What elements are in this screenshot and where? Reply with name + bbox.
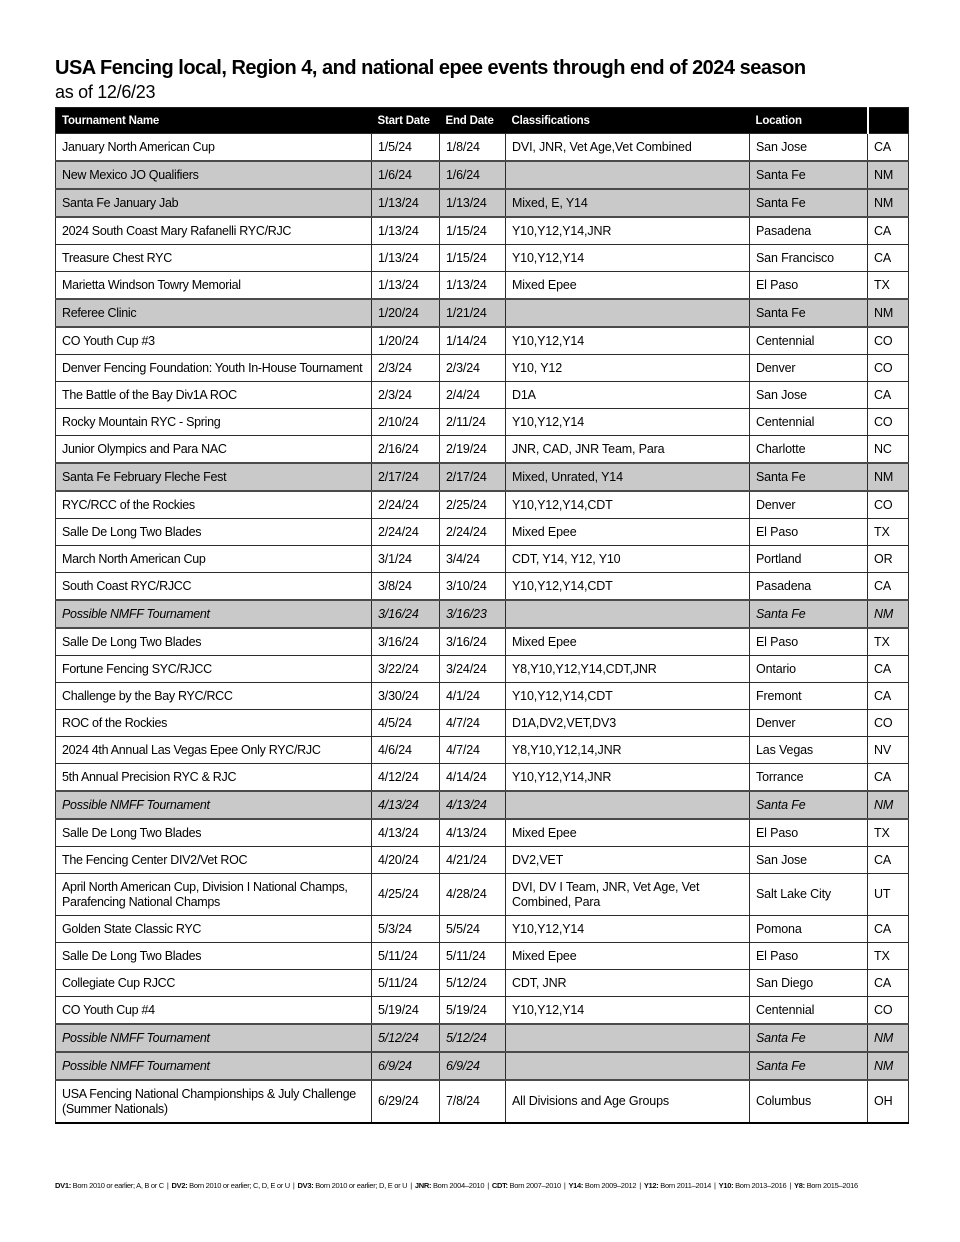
legend-separator: | [563,1181,566,1190]
legend-separator: | [714,1181,716,1190]
end-date-cell: 4/21/24 [440,847,506,874]
table-row [56,463,909,491]
tournament-name-cell: RYC/RCC of the Rockies [56,491,372,519]
tournament-name-cell: Salle De Long Two Blades [56,519,372,546]
tournament-name-cell: January North American Cup [56,134,372,162]
legend-term: Y14: [568,1181,585,1190]
start-date-cell: 1/5/24 [372,134,440,162]
end-date-cell: 4/7/24 [440,737,506,764]
location-cell: Salt Lake City [750,874,868,916]
table-row [56,764,909,792]
tournament-name-cell: Marietta Windson Towry Memorial [56,272,372,300]
start-date-cell: 1/20/24 [372,299,440,327]
classifications-cell [506,1024,750,1052]
tournament-name-cell: Salle De Long Two Blades [56,628,372,656]
state-cell: CA [868,573,909,601]
start-date-cell: 4/20/24 [372,847,440,874]
state-cell: CA [868,847,909,874]
table-row [56,355,909,382]
end-date-cell: 3/24/24 [440,656,506,683]
legend-separator: | [410,1181,412,1190]
legend-definition: Born 2007–2010 [509,1181,561,1190]
location-cell: Denver [750,710,868,737]
tournament-name-cell: Challenge by the Bay RYC/RCC [56,683,372,710]
location-cell: Charlotte [750,436,868,464]
legend-term: DV1: [55,1181,73,1190]
table-row [56,997,909,1025]
start-date-cell: 3/16/24 [372,628,440,656]
location-cell: San Diego [750,970,868,997]
classifications-cell: DVI, DV I Team, JNR, Vet Age, Vet Combined, Para [506,874,750,916]
state-cell: TX [868,628,909,656]
end-date-cell: 4/28/24 [440,874,506,916]
classifications-cell: Mixed Epee [506,628,750,656]
classifications-cell: JNR, CAD, JNR Team, Para [506,436,750,464]
tournament-name-cell: Collegiate Cup RJCC [56,970,372,997]
table-row [56,272,909,300]
start-date-cell: 3/16/24 [372,600,440,628]
start-date-cell: 4/12/24 [372,764,440,792]
tournament-name-cell: ROC of the Rockies [56,710,372,737]
classifications-cell: Y10,Y12,Y14 [506,997,750,1025]
start-date-cell: 6/9/24 [372,1052,440,1080]
end-date-cell: 2/11/24 [440,409,506,436]
tournament-name-cell: April North American Cup, Division I National Champs, Parafencing National Champs [56,874,372,916]
start-date-cell: 1/20/24 [372,327,440,355]
end-date-cell: 6/9/24 [440,1052,506,1080]
column-header-location: Location [750,108,868,134]
column-header-state [868,108,909,134]
state-cell: UT [868,874,909,916]
table-row [56,299,909,327]
tournament-name-cell: Fortune Fencing SYC/RJCC [56,656,372,683]
classifications-cell: Mixed Epee [506,272,750,300]
end-date-cell: 4/7/24 [440,710,506,737]
column-header-tournament-name: Tournament Name [56,108,372,134]
state-cell: NM [868,463,909,491]
state-cell: CA [868,382,909,409]
state-cell: CO [868,997,909,1025]
state-cell: CA [868,245,909,272]
page-subtitle: as of 12/6/23 [55,82,156,102]
start-date-cell: 1/13/24 [372,189,440,217]
legend-term: Y8: [794,1181,807,1190]
table-row [56,737,909,764]
classifications-cell: D1A,DV2,VET,DV3 [506,710,750,737]
end-date-cell: 2/19/24 [440,436,506,464]
table-row [56,382,909,409]
legend-separator: | [166,1181,169,1190]
end-date-cell: 5/12/24 [440,970,506,997]
table-row [56,546,909,573]
location-cell: San Jose [750,847,868,874]
state-cell: TX [868,943,909,970]
start-date-cell: 4/5/24 [372,710,440,737]
classifications-cell: Y8,Y10,Y12,Y14,CDT,JNR [506,656,750,683]
tournament-name-cell: Possible NMFF Tournament [56,791,372,819]
end-date-cell: 3/16/24 [440,628,506,656]
end-date-cell: 5/5/24 [440,916,506,943]
tournament-name-cell: Golden State Classic RYC [56,916,372,943]
end-date-cell: 1/6/24 [440,161,506,189]
legend-separator: | [789,1181,792,1190]
classifications-cell: CDT, Y14, Y12, Y10 [506,546,750,573]
end-date-cell: 3/16/23 [440,600,506,628]
start-date-cell: 3/22/24 [372,656,440,683]
location-cell: San Jose [750,134,868,162]
table-row [56,819,909,847]
start-date-cell: 4/13/24 [372,791,440,819]
location-cell: Santa Fe [750,1052,868,1080]
start-date-cell: 2/24/24 [372,491,440,519]
end-date-cell: 3/4/24 [440,546,506,573]
tournament-name-cell: Junior Olympics and Para NAC [56,436,372,464]
table-row [56,600,909,628]
start-date-cell: 4/6/24 [372,737,440,764]
state-cell: CO [868,710,909,737]
location-cell: San Francisco [750,245,868,272]
page-title: USA Fencing local, Region 4, and national epee events through end of 2024 season [55,57,806,79]
start-date-cell: 4/25/24 [372,874,440,916]
location-cell: Santa Fe [750,161,868,189]
state-cell: NM [868,600,909,628]
end-date-cell: 5/19/24 [440,997,506,1025]
start-date-cell: 1/13/24 [372,272,440,300]
state-cell: CO [868,327,909,355]
state-cell: CA [868,970,909,997]
tournament-name-cell: CO Youth Cup #3 [56,327,372,355]
classifications-cell: Mixed, Unrated, Y14 [506,463,750,491]
start-date-cell: 5/19/24 [372,997,440,1025]
tournament-name-cell: South Coast RYC/RJCC [56,573,372,601]
legend-definition: Born 2015–2016 [806,1181,858,1190]
table-row [56,573,909,601]
tournament-name-cell: Treasure Chest RYC [56,245,372,272]
start-date-cell: 5/12/24 [372,1024,440,1052]
legend [55,1181,908,1190]
table-row [56,628,909,656]
end-date-cell: 1/8/24 [440,134,506,162]
tournament-name-cell: March North American Cup [56,546,372,573]
location-cell: Pasadena [750,573,868,601]
events-table [55,107,909,1124]
state-cell: TX [868,819,909,847]
classifications-cell: Y10,Y12,Y14 [506,409,750,436]
start-date-cell: 2/3/24 [372,355,440,382]
location-cell: Santa Fe [750,189,868,217]
end-date-cell: 2/24/24 [440,519,506,546]
legend-term: CDT: [491,1181,510,1190]
tournament-name-cell: Possible NMFF Tournament [56,1024,372,1052]
end-date-cell: 1/13/24 [440,272,506,300]
table-row [56,161,909,189]
table-row [56,943,909,970]
legend-definition: Born 2013–2016 [735,1181,787,1190]
legend-definition: Born 2011–2014 [660,1181,712,1190]
legend-term: DV2: [171,1181,190,1190]
location-cell: Denver [750,491,868,519]
classifications-cell: Mixed Epee [506,943,750,970]
end-date-cell: 4/13/24 [440,819,506,847]
table-row [56,409,909,436]
tournament-name-cell: Rocky Mountain RYC - Spring [56,409,372,436]
end-date-cell: 5/12/24 [440,1024,506,1052]
classifications-cell: Y10,Y12,Y14,JNR [506,764,750,792]
start-date-cell: 1/13/24 [372,217,440,245]
tournament-name-cell: The Fencing Center DIV2/Vet ROC [56,847,372,874]
end-date-cell: 2/4/24 [440,382,506,409]
classifications-cell: DV2,VET [506,847,750,874]
state-cell: OR [868,546,909,573]
classifications-cell [506,791,750,819]
state-cell: CA [868,683,909,710]
tournament-name-cell: New Mexico JO Qualifiers [56,161,372,189]
classifications-cell: Y8,Y10,Y12,14,JNR [506,737,750,764]
column-header-start-date: Start Date [372,108,440,134]
tournament-name-cell: Referee Clinic [56,299,372,327]
state-cell: NM [868,791,909,819]
start-date-cell: 2/16/24 [372,436,440,464]
start-date-cell: 2/3/24 [372,382,440,409]
classifications-cell: Y10,Y12,Y14 [506,916,750,943]
end-date-cell: 2/25/24 [440,491,506,519]
legend-separator: | [292,1181,295,1190]
classifications-cell: DVI, JNR, Vet Age,Vet Combined [506,134,750,162]
table-body [56,134,909,1124]
table-header-row [56,108,909,134]
location-cell: Pasadena [750,217,868,245]
state-cell: NM [868,1052,909,1080]
state-cell: OH [868,1080,909,1123]
location-cell: Pomona [750,916,868,943]
end-date-cell: 1/21/24 [440,299,506,327]
classifications-cell: Mixed Epee [506,819,750,847]
state-cell: NM [868,299,909,327]
start-date-cell: 3/8/24 [372,573,440,601]
column-header-end-date: End Date [440,108,506,134]
table-row [56,217,909,245]
location-cell: Santa Fe [750,1024,868,1052]
start-date-cell: 1/6/24 [372,161,440,189]
state-cell: NC [868,436,909,464]
end-date-cell: 7/8/24 [440,1080,506,1123]
classifications-cell: Y10, Y12 [506,355,750,382]
location-cell: Fremont [750,683,868,710]
classifications-cell: Y10,Y12,Y14 [506,245,750,272]
state-cell: CA [868,656,909,683]
table-row [56,847,909,874]
location-cell: El Paso [750,272,868,300]
location-cell: Las Vegas [750,737,868,764]
end-date-cell: 1/14/24 [440,327,506,355]
table-row [56,710,909,737]
table-row [56,683,909,710]
state-cell: CA [868,764,909,792]
classifications-cell [506,299,750,327]
table-row [56,791,909,819]
tournament-name-cell: 2024 4th Annual Las Vegas Epee Only RYC/RJC [56,737,372,764]
location-cell: El Paso [750,943,868,970]
state-cell: NV [868,737,909,764]
tournament-name-cell: USA Fencing National Championships & July Challenge (Summer Nationals) [56,1080,372,1123]
classifications-cell [506,600,750,628]
location-cell: Ontario [750,656,868,683]
classifications-cell: Y10,Y12,Y14,CDT [506,573,750,601]
classifications-cell: Y10,Y12,Y14,JNR [506,217,750,245]
end-date-cell: 2/17/24 [440,463,506,491]
state-cell: TX [868,519,909,546]
location-cell: Santa Fe [750,299,868,327]
table-row [56,1052,909,1080]
location-cell: Santa Fe [750,600,868,628]
table-row [56,519,909,546]
start-date-cell: 3/30/24 [372,683,440,710]
table-row [56,970,909,997]
end-date-cell: 4/14/24 [440,764,506,792]
state-cell: CA [868,916,909,943]
tournament-name-cell: Salle De Long Two Blades [56,943,372,970]
start-date-cell: 2/17/24 [372,463,440,491]
start-date-cell: 3/1/24 [372,546,440,573]
classifications-cell: Mixed, E, Y14 [506,189,750,217]
location-cell: Centennial [750,327,868,355]
tournament-name-cell: 2024 South Coast Mary Rafanelli RYC/RJC [56,217,372,245]
tournament-name-cell: Denver Fencing Foundation: Youth In-House Tournament [56,355,372,382]
start-date-cell: 5/11/24 [372,943,440,970]
classifications-cell: Y10,Y12,Y14,CDT [506,491,750,519]
tournament-name-cell: CO Youth Cup #4 [56,997,372,1025]
legend-term: JNR: [414,1181,433,1190]
end-date-cell: 4/13/24 [440,791,506,819]
classifications-cell: Y10,Y12,Y14,CDT [506,683,750,710]
state-cell: CO [868,409,909,436]
table-row [56,874,909,916]
legend-definition: Born 2010 or earlier; C, D, E or U [189,1181,290,1190]
legend-term: DV3: [297,1181,316,1190]
state-cell: TX [868,272,909,300]
start-date-cell: 2/10/24 [372,409,440,436]
table-row [56,436,909,464]
table-row [56,134,909,162]
tournament-name-cell: 5th Annual Precision RYC & RJC [56,764,372,792]
state-cell: CO [868,491,909,519]
column-header-classifications: Classifications [506,108,750,134]
location-cell: El Paso [750,628,868,656]
start-date-cell: 1/13/24 [372,245,440,272]
state-cell: CA [868,217,909,245]
table-row [56,245,909,272]
table-row [56,1024,909,1052]
classifications-cell: Mixed Epee [506,519,750,546]
location-cell: Denver [750,355,868,382]
tournament-name-cell: Santa Fe February Fleche Fest [56,463,372,491]
legend-definition: Born 2010 or earlier; D, E or U [315,1181,408,1190]
end-date-cell: 5/11/24 [440,943,506,970]
classifications-cell [506,161,750,189]
start-date-cell: 2/24/24 [372,519,440,546]
legend-term: Y12: [643,1181,661,1190]
tournament-name-cell: Santa Fe January Jab [56,189,372,217]
table-row [56,1080,909,1123]
end-date-cell: 3/10/24 [440,573,506,601]
end-date-cell: 1/15/24 [440,217,506,245]
end-date-cell: 2/3/24 [440,355,506,382]
state-cell: NM [868,161,909,189]
table-row [56,327,909,355]
state-cell: CO [868,355,909,382]
end-date-cell: 1/13/24 [440,189,506,217]
legend-term: Y10: [718,1181,736,1190]
state-cell: NM [868,189,909,217]
legend-definition: Born 2004–2010 [432,1181,485,1190]
start-date-cell: 6/29/24 [372,1080,440,1123]
classifications-cell: CDT, JNR [506,970,750,997]
location-cell: San Jose [750,382,868,409]
state-cell: CA [868,134,909,162]
location-cell: Centennial [750,997,868,1025]
location-cell: Torrance [750,764,868,792]
location-cell: El Paso [750,819,868,847]
table-row [56,189,909,217]
legend-definition: Born 2009–2012 [584,1181,637,1190]
tournament-name-cell: Possible NMFF Tournament [56,600,372,628]
classifications-cell: Y10,Y12,Y14 [506,327,750,355]
end-date-cell: 1/15/24 [440,245,506,272]
classifications-cell: D1A [506,382,750,409]
location-cell: Columbus [750,1080,868,1123]
tournament-name-cell: Salle De Long Two Blades [56,819,372,847]
start-date-cell: 4/13/24 [372,819,440,847]
end-date-cell: 4/1/24 [440,683,506,710]
classifications-cell [506,1052,750,1080]
start-date-cell: 5/11/24 [372,970,440,997]
table-row [56,491,909,519]
location-cell: Portland [750,546,868,573]
tournament-name-cell: The Battle of the Bay Div1A ROC [56,382,372,409]
legend-separator: | [487,1181,489,1190]
legend-definition: Born 2010 or earlier; A, B or C [72,1181,164,1190]
classifications-cell: All Divisions and Age Groups [506,1080,750,1123]
legend-separator: | [639,1181,641,1190]
location-cell: Centennial [750,409,868,436]
location-cell: El Paso [750,519,868,546]
location-cell: Santa Fe [750,463,868,491]
tournament-name-cell: Possible NMFF Tournament [56,1052,372,1080]
location-cell: Santa Fe [750,791,868,819]
state-cell: NM [868,1024,909,1052]
table-row [56,656,909,683]
table-row [56,916,909,943]
start-date-cell: 5/3/24 [372,916,440,943]
